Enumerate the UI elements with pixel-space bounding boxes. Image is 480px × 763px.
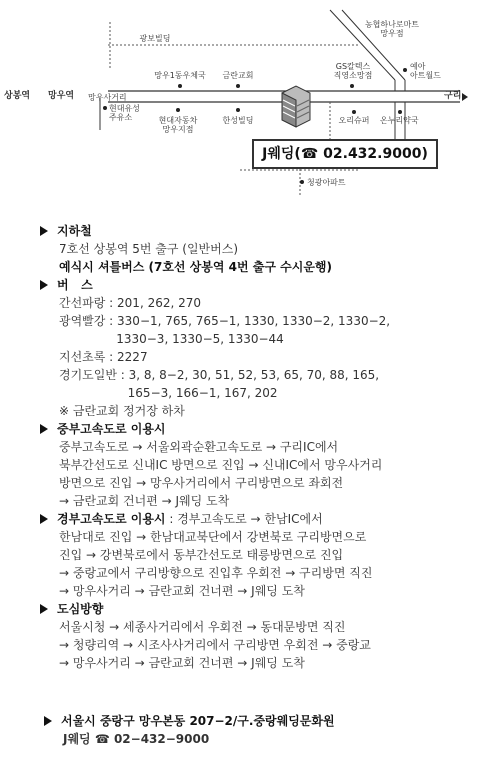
label-hyundai-oil: 현대유성 주유소 — [109, 104, 140, 122]
poi-dot-hanseong — [236, 108, 240, 112]
label-mangu-intersection: 망우사거리 — [88, 93, 127, 102]
poi-dot-cheonggwang — [300, 180, 304, 184]
wedding-hall-building — [282, 86, 310, 127]
direction-line: 중부고속도로 → 서울외곽순환고속도로 → 구리IC에서 — [59, 440, 339, 454]
poi-dot-ori — [352, 110, 356, 114]
venue-name: J웨딩 — [262, 146, 295, 162]
triangle-bullet-icon — [44, 716, 52, 726]
label-mangu1dong: 망우1동우체국 — [154, 71, 206, 80]
poi-dot-church — [236, 84, 240, 88]
section-title: 버 스 — [57, 278, 93, 292]
direction-line: → 망우사거리 → 금란교회 건너편 → J웨딩 도착 — [59, 656, 305, 670]
section-title-suffix: : 경부고속도로 → 한남IC에서 — [165, 512, 323, 526]
section-bus — [40, 276, 470, 294]
label-ori-super: 오리슈퍼 — [338, 116, 370, 125]
label-cheonggwang: 청광아파트 — [307, 178, 346, 187]
direction-line: 간선파랑 : 201, 262, 270 — [59, 296, 202, 310]
direction-line: 한남대로 진입 → 한남대교북단에서 강변북로 구리방면으로 — [59, 530, 367, 544]
direction-line: 예식시 셔틀버스 (7호선 상봉역 4번 출구 수시운행) — [59, 260, 332, 274]
direction-line: ※ 금란교회 정거장 하차 — [59, 404, 185, 418]
direction-line: 지선초록 : 2227 — [59, 350, 148, 364]
label-nonghyup: 농협하나로마트 망우점 — [364, 20, 420, 38]
section-title: 중부고속도로 이용시 — [57, 422, 166, 436]
poi-dot-mangu1dong — [178, 84, 182, 88]
label-gwangbo: 광보빌딩 — [139, 34, 171, 43]
poi-dot-onnuri — [398, 110, 402, 114]
label-guri: 구리 — [444, 91, 462, 101]
label-hanseong: 한성빌딩 — [222, 116, 254, 125]
direction-line: 방면으로 진입 → 망우사거리에서 구리방면으로 좌회전 — [59, 476, 344, 490]
direction-line: 경기도일반 : 3, 8, 8−2, 30, 51, 52, 53, 65, 70, 88, 165, — [59, 368, 380, 382]
phone-icon: ☎ — [300, 146, 319, 162]
venue-phone: 02.432.9000 — [323, 146, 422, 162]
direction-line: 서울시청 → 세종사거리에서 우회전 → 동대문방면 직진 — [59, 620, 346, 634]
triangle-bullet-icon — [40, 424, 48, 434]
direction-line: 165−3, 166−1, 167, 202 — [59, 386, 278, 400]
section-title: 지하철 — [57, 224, 92, 238]
triangle-bullet-icon — [40, 226, 48, 236]
poi-dot-hyundai-oil — [103, 106, 107, 110]
direction-line: 진입 → 강변북로에서 동부간선도로 태릉방면으로 진입 — [59, 548, 344, 562]
direction-line: → 망우사거리 → 금란교회 건너편 → J웨딩 도착 — [59, 584, 305, 598]
direction-line: → 청량리역 → 시조사사거리에서 구리방면 우회전 → 중랑교 — [59, 638, 371, 652]
label-sangbong-station: 상봉역 — [4, 91, 31, 101]
label-gs-caltex: GS칼텍스 직영소망점 — [333, 62, 373, 80]
section-subway — [40, 222, 470, 240]
section-title: 도심방향 — [57, 602, 104, 616]
label-mangu-station: 망우역 — [48, 91, 75, 101]
poi-dot-gs — [350, 84, 354, 88]
poi-dot-hyundai-motor — [176, 108, 180, 112]
label-hyundai-motor: 현대자동차 망우지점 — [158, 116, 198, 134]
direction-line: → 중랑교에서 구리방향으로 진입후 우회전 → 구리방면 직진 — [59, 566, 373, 580]
section-downtown — [40, 600, 470, 618]
venue-callout: J웨딩(☎ 02.432.9000) — [252, 139, 438, 169]
direction-line: → 금란교회 건너편 → J웨딩 도착 — [59, 494, 230, 508]
direction-line: 북부간선도로 신내IC 방면으로 진입 → 신내IC에서 망우사거리 — [59, 458, 383, 472]
address-line — [44, 712, 335, 730]
triangle-bullet-icon — [40, 280, 48, 290]
poi-dot-yea — [403, 68, 407, 72]
triangle-bullet-icon — [40, 514, 48, 524]
direction-line: 1330−3, 1330−5, 1330−44 — [59, 332, 284, 346]
triangle-bullet-icon — [40, 604, 48, 614]
direction-line: 광역빨강 : 330−1, 765, 765−1, 1330, 1330−2, 1330−2, — [59, 314, 391, 328]
section-gyeongbu-expressway — [40, 510, 470, 528]
address-block — [44, 712, 335, 748]
guri-direction-arrow — [462, 93, 468, 101]
address-text: 서울시 중랑구 망우본동 207−2/구.중랑웨딩문화원 — [61, 714, 335, 728]
contact-line: J웨딩 ☎ 02−432−9000 — [63, 732, 210, 746]
section-title: 경부고속도로 이용시 — [57, 512, 166, 526]
location-map — [0, 0, 480, 200]
direction-line: 7호선 상봉역 5번 출구 (일반버스) — [59, 242, 238, 256]
label-yea-artworld: 예아 아트월드 — [410, 62, 441, 80]
label-onnuri-pharmacy: 온누리약국 — [380, 116, 419, 125]
label-geumran-church: 금란교회 — [222, 71, 254, 80]
section-jungbu-expressway — [40, 420, 470, 438]
directions-list — [40, 222, 470, 672]
